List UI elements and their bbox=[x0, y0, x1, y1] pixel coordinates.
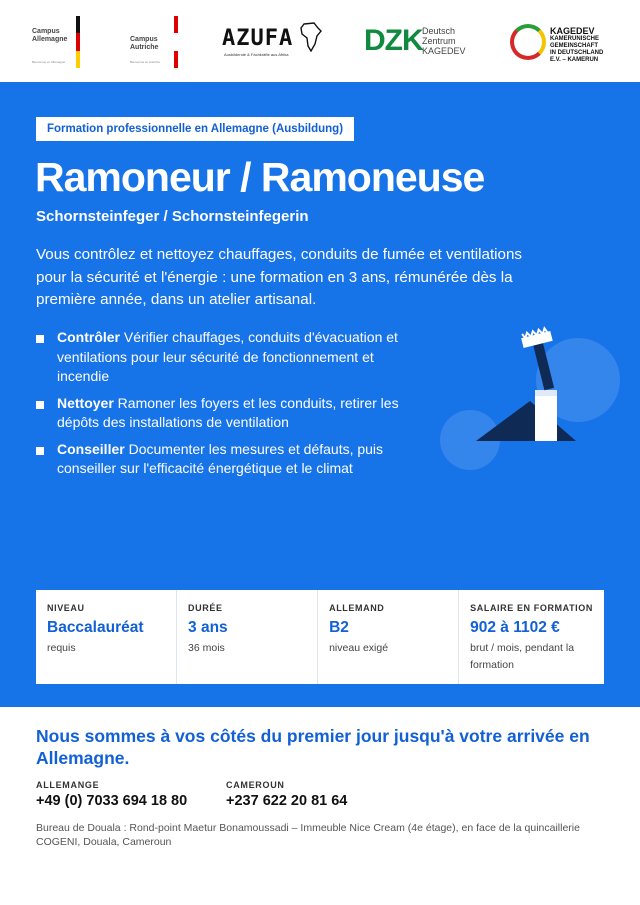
campus-allemagne-line1: Campus bbox=[32, 28, 60, 35]
stat-label: ALLEMAND bbox=[329, 603, 385, 613]
key-facts bbox=[36, 590, 604, 684]
stat-label: SALAIRE EN FORMATION bbox=[470, 603, 593, 613]
dzk-line3: KAGEDEV bbox=[422, 46, 466, 56]
stat-value: 3 ans bbox=[188, 619, 228, 636]
contact-cameroun bbox=[226, 780, 347, 809]
contact-label: CAMEROUN bbox=[226, 780, 285, 790]
stat-duree bbox=[177, 590, 318, 684]
austrian-flag-icon bbox=[174, 16, 178, 68]
task-text: Ramoner les foyers et les conduits, retirer les dépôts des installations de ventilation bbox=[57, 394, 399, 430]
kagedev-line3: IN DEUTSCHLAND bbox=[550, 50, 604, 56]
kagedev-community-icon bbox=[510, 24, 546, 60]
stat-note: niveau exigé bbox=[329, 642, 389, 654]
category-badge: Formation professionnelle en Allemagne (Ausbildung) bbox=[36, 117, 354, 141]
campus-autriche-line1: Campus bbox=[130, 36, 158, 43]
task-list bbox=[36, 328, 426, 486]
kagedev-logo bbox=[510, 14, 610, 70]
stat-value: B2 bbox=[329, 619, 349, 636]
stat-value: Baccalauréat bbox=[47, 619, 144, 636]
bullet-square-icon bbox=[36, 401, 44, 409]
german-flag-icon bbox=[76, 16, 80, 68]
bullet-square-icon bbox=[36, 447, 44, 455]
stat-salaire bbox=[459, 590, 604, 684]
campus-allemagne-sub: Bienvenue en Allemagne bbox=[32, 60, 66, 64]
task-text: Documenter les mesures et défauts, puis conseiller sur l'efficacité énergétique et le climat bbox=[57, 440, 384, 476]
task-item-conseiller bbox=[36, 440, 426, 479]
stat-niveau bbox=[36, 590, 177, 684]
campus-allemagne-logo bbox=[30, 14, 82, 70]
bullet-square-icon bbox=[36, 335, 44, 343]
stat-note: brut / mois, pendant la formation bbox=[470, 642, 575, 671]
azufa-logo bbox=[222, 14, 322, 70]
kagedev-line2: GEMEINSCHAFT bbox=[550, 43, 598, 49]
task-title: Conseiller bbox=[57, 440, 125, 457]
task-title: Nettoyer bbox=[57, 394, 114, 411]
page-title: Ramoneur / Ramoneuse bbox=[35, 154, 485, 200]
stat-value: 902 à 1102 € bbox=[470, 619, 560, 636]
campus-autriche-logo bbox=[128, 14, 180, 70]
azufa-wordmark: AZUFA bbox=[222, 26, 294, 51]
stat-note: 36 mois bbox=[188, 642, 225, 654]
phone-number[interactable]: +49 (0) 7033 694 18 80 bbox=[36, 793, 188, 809]
task-text: Vérifier chauffages, conduits d'évacuation et ventilations pour leur sécurité de fonctionnement et incendie bbox=[57, 329, 398, 384]
task-item-controler bbox=[36, 328, 426, 387]
phone-number[interactable]: +237 622 20 81 64 bbox=[226, 793, 348, 809]
stat-allemand bbox=[318, 590, 459, 684]
africa-map-icon bbox=[300, 22, 322, 52]
intro-text: Vous contrôlez et nettoyez chauffages, conduits de fumée et ventilations pour la sécurité et l'énergie : une formation en 3 ans, rémunérée dès la première année, dans un atelier artisanal. bbox=[36, 246, 523, 308]
kagedev-wordmark: KAGEDEV bbox=[550, 26, 595, 36]
dzk-logo bbox=[364, 14, 468, 70]
dzk-line1: Deutsch bbox=[422, 26, 456, 36]
stat-note: requis bbox=[47, 642, 76, 654]
stat-label: DURÉE bbox=[188, 603, 223, 613]
campus-autriche-line2: Autriche bbox=[130, 44, 159, 51]
kagedev-line4: E.V. – KAMERUN bbox=[550, 57, 599, 63]
campus-allemagne-line2: Allemagne bbox=[32, 36, 68, 43]
german-title: Schornsteinfeger / Schornsteinfegerin bbox=[36, 208, 309, 225]
logo-bar bbox=[0, 0, 640, 82]
task-title: Contrôler bbox=[57, 329, 120, 345]
tagline: Nous sommes à vos côtés du premier jour jusqu'à votre arrivée en Allemagne. bbox=[36, 726, 590, 768]
chimney-illustration bbox=[436, 324, 626, 474]
hero-section bbox=[0, 82, 640, 707]
dzk-wordmark: DZK bbox=[364, 24, 423, 57]
office-address: Bureau de Douala : Rond-point Maetur Bonamoussadi – Immeuble Nice Cream (4e étage), en face de la quincaillerie COGENI, Douala, Cameroun bbox=[36, 822, 580, 848]
kagedev-line1: KAMERUNISCHE bbox=[550, 36, 600, 42]
contact-allemagne bbox=[36, 780, 187, 809]
stat-label: NIVEAU bbox=[47, 603, 85, 613]
contact-label: ALLEMANGE bbox=[36, 780, 100, 790]
azufa-sub: Ausbildende & Fachkräfte aus Afrika bbox=[224, 52, 289, 57]
campus-autriche-sub: Bienvenue en Autriche bbox=[130, 60, 161, 64]
task-item-nettoyer bbox=[36, 394, 426, 433]
dzk-line2: Zentrum bbox=[422, 36, 456, 46]
contact-footer bbox=[0, 707, 640, 905]
